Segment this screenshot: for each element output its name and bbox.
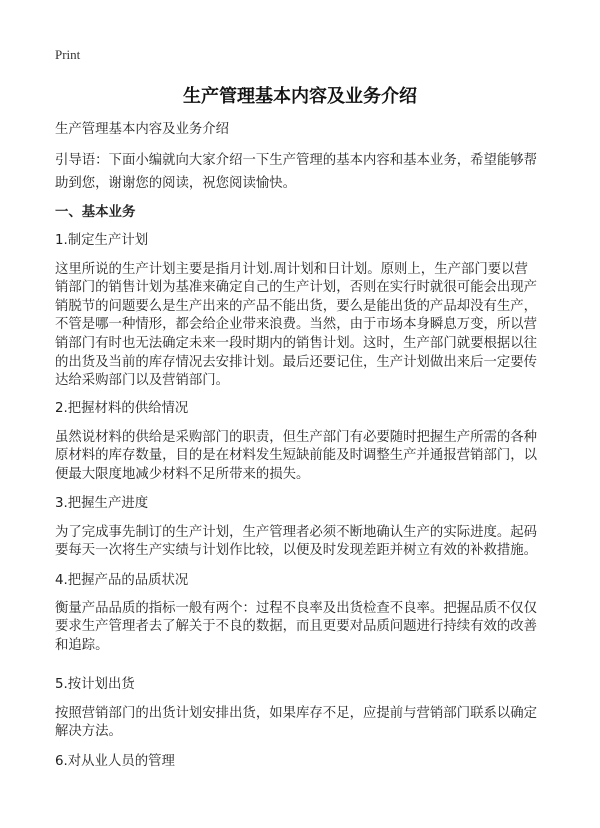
item-heading <box>55 232 555 251</box>
text-line: 原材料的库存数量，目的是在材料发生短缺前能及时调整生产并通报营销部门，以 <box>55 448 538 464</box>
text-line: 4.把握产品的品质状况 <box>55 572 189 588</box>
text-line: 便最大限度地减少材料不足所带来的损失。 <box>55 466 310 482</box>
text-line: 3.把握生产进度 <box>55 495 149 511</box>
text-line: 衡量产品品质的指标一般有两个：过程不良率及出货检查不良率。把握品质不仅仅 <box>55 600 538 616</box>
item-heading <box>55 572 555 591</box>
item-heading <box>55 400 555 419</box>
text-line: 要每天一次将生产实绩与计划作比较，以便及时发现差距并树立有效的补救措施。 <box>55 543 538 559</box>
text-line: 助到您，谢谢您的阅读，祝您阅读愉快。 <box>55 175 297 191</box>
paragraph <box>55 600 555 656</box>
text-line: 生产管理基本内容及业务介绍 <box>55 121 230 137</box>
paragraph <box>55 261 555 391</box>
text-line: 2.把握材料的供给情况 <box>55 400 189 416</box>
text-line: 按照营销部门的出货计划安排出货，如果库存不足，应提前与营销部门联系以确定 <box>55 705 538 721</box>
text-line: 一、基本业务 <box>55 204 136 220</box>
text-line: 1.制定生产计划 <box>55 232 149 248</box>
text-line: 要求生产管理者去了解关于不良的数据，而且更要对品质问题进行持续有效的改善 <box>55 619 538 635</box>
text-line: 6.对从业人员的管理 <box>55 753 175 769</box>
text-line: 虽然说材料的供给是采购部门的职责，但生产部门有必要随时把握生产所需的各种 <box>55 429 538 445</box>
page-title: 生产管理基本内容及业务介绍 <box>183 86 417 107</box>
text-line: 达给采购部门以及营销部门。 <box>55 373 230 389</box>
paragraph <box>55 429 555 485</box>
text-line: 5.按计划出货 <box>55 676 135 692</box>
paragraph <box>55 705 555 742</box>
text-line: 销脱节的问题要么是生产出来的产品不能出货，要么是能出货的产品却没有生产， <box>55 298 538 314</box>
text-line: 销部门的销售计划为基准来确定自己的生产计划，否则在实行时就很可能会出现产 <box>55 280 538 296</box>
text-line: 不管是哪一种情形，都会给企业带来浪费。当然，由于市场本身瞬息万变，所以营 <box>55 317 538 333</box>
text-line: 销部门有时也无法确定未来一段时期内的销售计划。这时，生产部门就要根据以往 <box>55 336 538 352</box>
intro <box>55 149 555 195</box>
item-heading <box>55 495 555 514</box>
subtitle <box>55 121 555 140</box>
text-line: 为了完成事先制订的生产计划，生产管理者必须不断地确认生产的实际进度。起码 <box>55 524 538 540</box>
text-line: 解决方法。 <box>55 724 122 740</box>
text-line: 引导语：下面小编就向大家介绍一下生产管理的基本内容和基本业务，希望能够帮 <box>55 152 538 168</box>
section-heading <box>55 204 555 223</box>
text-line: 和追踪。 <box>55 637 109 653</box>
paragraph <box>55 524 555 561</box>
text-line: 这里所说的生产计划主要是指月计划.周计划和日计划。原则上，生产部门要以营 <box>55 261 528 277</box>
print-link[interactable]: Print <box>55 47 81 62</box>
text-line: 的出货及当前的库存情况去安排计划。最后还要记住，生产计划做出来后一定要传 <box>55 354 538 370</box>
item-heading <box>55 676 555 695</box>
item-heading <box>55 753 555 772</box>
